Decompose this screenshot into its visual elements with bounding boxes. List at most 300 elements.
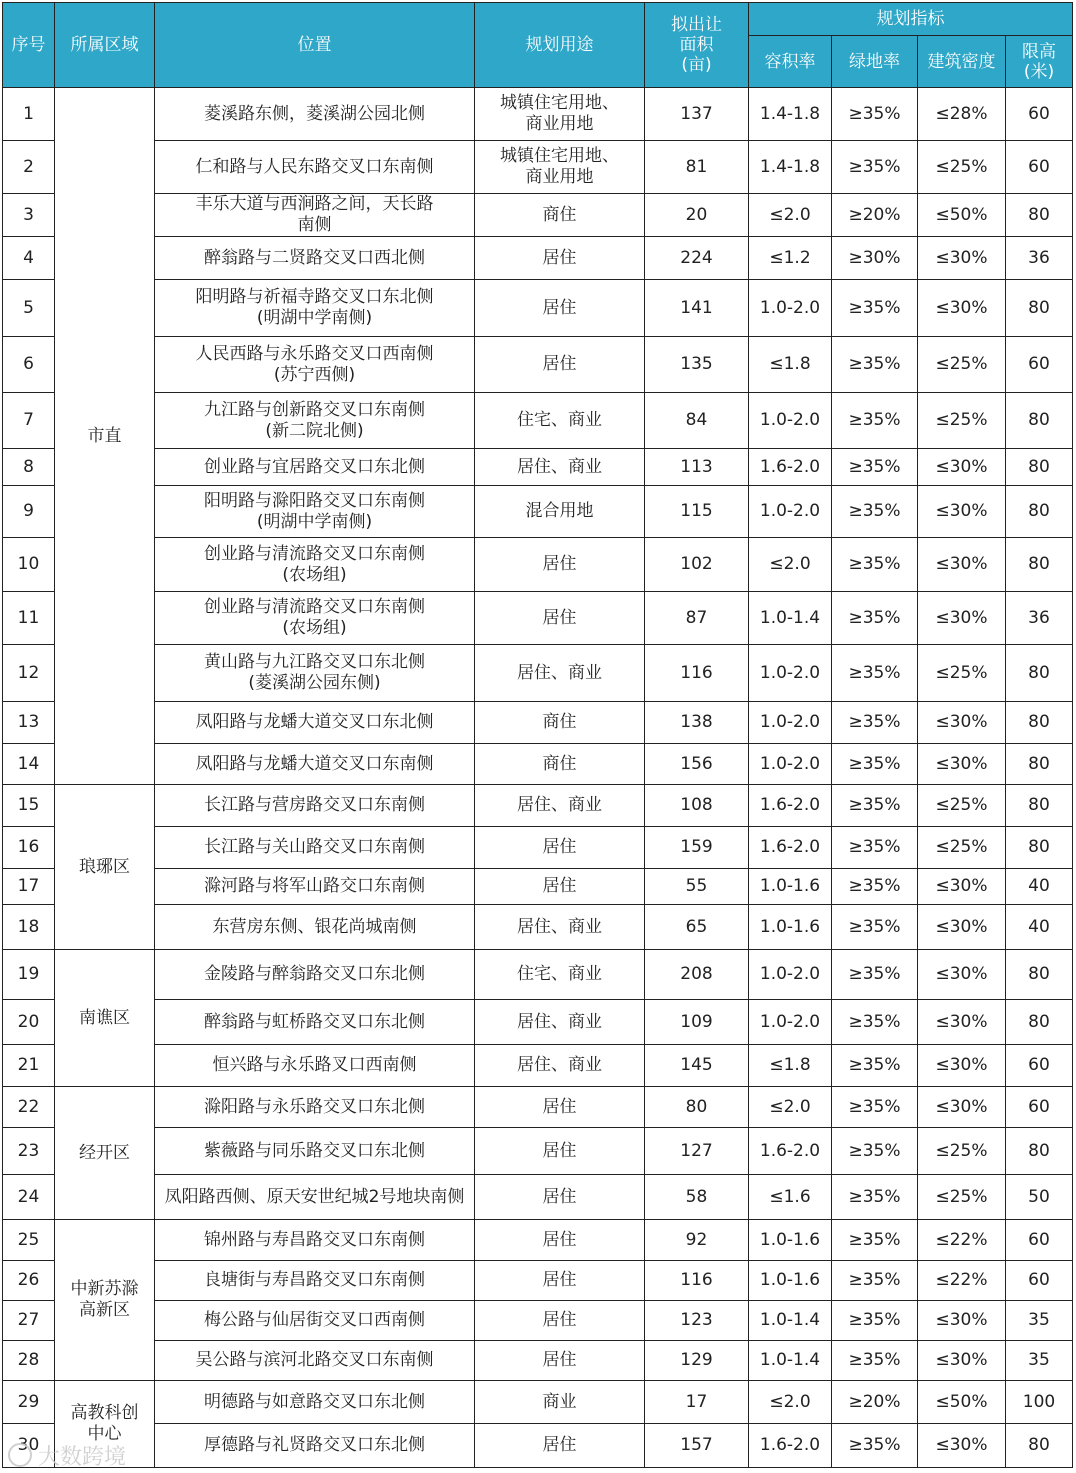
header-indicators: 规划指标 [749, 3, 1073, 36]
cell-far: 1.0-1.4 [749, 1301, 832, 1341]
cell-seq: 20 [3, 1000, 55, 1045]
cell-usage [475, 538, 645, 592]
table-row [3, 1424, 1073, 1468]
region-name: 南谯区 [79, 1007, 130, 1028]
table-row [3, 486, 1073, 538]
cell-green: ≥35% [832, 1000, 918, 1045]
cell-region [55, 1381, 155, 1468]
cell-green: ≥35% [832, 1087, 918, 1128]
cell-green: ≥35% [832, 449, 918, 486]
usage-text: 城镇住宅用地、商业用地 [500, 146, 619, 187]
cell-height: 80 [1006, 744, 1073, 785]
cell-seq: 14 [3, 744, 55, 785]
usage-text: 居住 [542, 247, 577, 268]
cell-area: 84 [645, 393, 749, 449]
cell-usage [475, 1301, 645, 1341]
header-far: 容积率 [749, 36, 832, 88]
cell-location [155, 141, 475, 194]
cell-seq: 10 [3, 538, 55, 592]
cell-density: ≤30% [918, 1087, 1006, 1128]
cell-usage [475, 337, 645, 393]
cell-usage [475, 393, 645, 449]
cell-far: 1.0-2.0 [749, 645, 832, 702]
cell-height: 80 [1006, 1000, 1073, 1045]
cell-usage [475, 1045, 645, 1087]
region-name: 经开区 [79, 1142, 130, 1163]
cell-green: ≥35% [832, 280, 918, 337]
table-row [3, 1301, 1073, 1341]
cell-green: ≥35% [832, 592, 918, 645]
cell-green: ≥35% [832, 538, 918, 592]
cell-area: 135 [645, 337, 749, 393]
table-row [3, 1087, 1073, 1128]
cell-seq: 30 [3, 1424, 55, 1468]
usage-text: 居住 [542, 1270, 577, 1290]
header-density: 建筑密度 [918, 36, 1006, 88]
cell-density: ≤30% [918, 1301, 1006, 1341]
cell-area: 65 [645, 905, 749, 950]
usage-text: 居住 [542, 297, 577, 318]
cell-usage [475, 744, 645, 785]
cell-green: ≥35% [832, 1261, 918, 1301]
usage-text: 居住 [542, 1140, 577, 1161]
usage-text: 城镇住宅用地、商业用地 [500, 93, 619, 134]
cell-seq: 29 [3, 1381, 55, 1424]
cell-green: ≥35% [832, 950, 918, 1000]
cell-density: ≤30% [918, 1000, 1006, 1045]
usage-text: 居住 [542, 1310, 577, 1330]
cell-seq: 12 [3, 645, 55, 702]
location-text: 紫薇路与同乐路交叉口东北侧 [204, 1140, 425, 1161]
cell-far: 1.6-2.0 [749, 827, 832, 869]
location-text: 创业路与清流路交叉口东南侧(农场组) [204, 597, 425, 638]
usage-text: 居住、商业 [517, 1055, 602, 1075]
usage-text: 商住 [542, 204, 577, 225]
table-row [3, 141, 1073, 194]
cell-usage [475, 280, 645, 337]
cell-far: 1.0-1.4 [749, 592, 832, 645]
cell-usage [475, 1128, 645, 1175]
table-row [3, 1220, 1073, 1261]
cell-area: 137 [645, 88, 749, 141]
land-plan-table [2, 2, 1073, 1468]
usage-text: 居住 [542, 1096, 577, 1117]
cell-far: ≤2.0 [749, 538, 832, 592]
cell-location [155, 645, 475, 702]
cell-green: ≥35% [832, 744, 918, 785]
cell-location [155, 905, 475, 950]
cell-height: 60 [1006, 141, 1073, 194]
header-height-text: 限高(米) [1022, 41, 1056, 82]
usage-text: 居住 [542, 1435, 577, 1455]
table-row [3, 538, 1073, 592]
cell-green: ≥35% [832, 1301, 918, 1341]
cell-height: 60 [1006, 88, 1073, 141]
cell-seq: 18 [3, 905, 55, 950]
cell-far: ≤2.0 [749, 1087, 832, 1128]
cell-height: 100 [1006, 1381, 1073, 1424]
cell-far: ≤2.0 [749, 194, 832, 237]
table-row [3, 645, 1073, 702]
cell-far: ≤2.0 [749, 1381, 832, 1424]
cell-location [155, 1424, 475, 1468]
cell-seq: 8 [3, 449, 55, 486]
usage-text: 居住 [542, 354, 577, 374]
cell-area: 127 [645, 1128, 749, 1175]
cell-region [55, 785, 155, 950]
cell-height: 80 [1006, 950, 1073, 1000]
cell-green: ≥35% [832, 645, 918, 702]
cell-usage [475, 141, 645, 194]
region-name: 市直 [87, 425, 122, 446]
cell-far: 1.6-2.0 [749, 449, 832, 486]
cell-height: 35 [1006, 1341, 1073, 1381]
usage-text: 居住 [542, 607, 577, 628]
cell-area: 224 [645, 237, 749, 280]
table-row [3, 1381, 1073, 1424]
table-row [3, 905, 1073, 950]
cell-density: ≤22% [918, 1220, 1006, 1261]
cell-far: 1.0-2.0 [749, 744, 832, 785]
cell-seq: 2 [3, 141, 55, 194]
cell-area: 81 [645, 141, 749, 194]
cell-density: ≤30% [918, 538, 1006, 592]
cell-green: ≥35% [832, 141, 918, 194]
cell-height: 80 [1006, 449, 1073, 486]
cell-area: 20 [645, 194, 749, 237]
table-row [3, 194, 1073, 237]
cell-seq: 4 [3, 237, 55, 280]
cell-height: 80 [1006, 280, 1073, 337]
usage-text: 居住 [542, 876, 577, 896]
cell-height: 36 [1006, 592, 1073, 645]
cell-height: 80 [1006, 785, 1073, 827]
cell-region [55, 950, 155, 1087]
cell-far: 1.4-1.8 [749, 88, 832, 141]
cell-green: ≥35% [832, 88, 918, 141]
table-row [3, 785, 1073, 827]
cell-far: ≤1.2 [749, 237, 832, 280]
cell-usage [475, 1424, 645, 1468]
cell-seq: 19 [3, 950, 55, 1000]
cell-height: 60 [1006, 337, 1073, 393]
cell-usage [475, 194, 645, 237]
cell-green: ≥35% [832, 1220, 918, 1261]
header-height [1006, 36, 1073, 88]
cell-height: 60 [1006, 1261, 1073, 1301]
watermark-text: 大数跨境 [38, 1445, 127, 1470]
usage-text: 居住、商业 [517, 916, 602, 937]
table-row [3, 702, 1073, 744]
region-name: 琅琊区 [79, 856, 130, 877]
cell-location [155, 744, 475, 785]
location-text: 金陵路与醉翁路交叉口东北侧 [204, 964, 425, 984]
cell-usage [475, 449, 645, 486]
cell-location [155, 1175, 475, 1220]
cell-far: 1.6-2.0 [749, 1128, 832, 1175]
cell-far: 1.0-1.6 [749, 1220, 832, 1261]
table-header [3, 3, 1073, 88]
cell-green: ≥35% [832, 905, 918, 950]
cell-usage [475, 785, 645, 827]
cell-seq: 6 [3, 337, 55, 393]
cell-far: 1.0-2.0 [749, 393, 832, 449]
table-row [3, 1261, 1073, 1301]
cell-area: 157 [645, 1424, 749, 1468]
location-text: 阳明路与祈福寺路交叉口东北侧(明湖中学南侧) [195, 287, 434, 328]
cell-area: 116 [645, 645, 749, 702]
cell-location [155, 88, 475, 141]
cell-location [155, 1220, 475, 1261]
usage-text: 商住 [542, 753, 577, 774]
location-text: 恒兴路与永乐路叉口西南侧 [212, 1055, 417, 1075]
cell-region [55, 88, 155, 785]
location-text: 创业路与清流路交叉口东南侧(农场组) [204, 543, 425, 585]
cell-green: ≥35% [832, 337, 918, 393]
cell-far: 1.6-2.0 [749, 1424, 832, 1468]
table-row [3, 1175, 1073, 1220]
cell-green: ≥20% [832, 194, 918, 237]
cell-seq: 26 [3, 1261, 55, 1301]
header-region: 所属区域 [55, 3, 155, 88]
cell-density: ≤30% [918, 486, 1006, 538]
cell-usage [475, 869, 645, 905]
cell-location [155, 869, 475, 905]
cell-location [155, 1000, 475, 1045]
cell-density: ≤25% [918, 337, 1006, 393]
usage-text: 居住、商业 [517, 1011, 602, 1032]
cell-far: 1.0-2.0 [749, 950, 832, 1000]
cell-height: 60 [1006, 1220, 1073, 1261]
table-row [3, 88, 1073, 141]
cell-density: ≤25% [918, 827, 1006, 869]
cell-area: 129 [645, 1341, 749, 1381]
cell-area: 115 [645, 486, 749, 538]
cell-usage [475, 1220, 645, 1261]
cell-area: 145 [645, 1045, 749, 1087]
usage-text: 居住、商业 [517, 456, 602, 477]
cell-green: ≥35% [832, 869, 918, 905]
cell-location [155, 1381, 475, 1424]
cell-seq: 13 [3, 702, 55, 744]
cell-far: 1.0-1.6 [749, 905, 832, 950]
header-area [645, 3, 749, 88]
cell-region [55, 1087, 155, 1220]
cell-far: ≤1.8 [749, 1045, 832, 1087]
cell-location [155, 1087, 475, 1128]
cell-location [155, 393, 475, 449]
cell-usage [475, 950, 645, 1000]
cell-far: 1.0-2.0 [749, 280, 832, 337]
cell-seq: 23 [3, 1128, 55, 1175]
table-row [3, 950, 1073, 1000]
cell-density: ≤30% [918, 869, 1006, 905]
table-row [3, 237, 1073, 280]
table-row [3, 280, 1073, 337]
usage-text: 居住 [542, 837, 577, 857]
cell-far: 1.0-1.4 [749, 1341, 832, 1381]
cell-area: 208 [645, 950, 749, 1000]
cell-density: ≤30% [918, 237, 1006, 280]
cell-density: ≤25% [918, 645, 1006, 702]
table-row [3, 592, 1073, 645]
cell-far: 1.4-1.8 [749, 141, 832, 194]
cell-location [155, 337, 475, 393]
cell-usage [475, 1175, 645, 1220]
cell-area: 159 [645, 827, 749, 869]
cell-area: 58 [645, 1175, 749, 1220]
location-text: 九江路与创新路交叉口东南侧(新二院北侧) [204, 399, 425, 441]
cell-area: 102 [645, 538, 749, 592]
cell-location [155, 538, 475, 592]
cell-location [155, 950, 475, 1000]
cell-density: ≤25% [918, 141, 1006, 194]
cell-far: 1.0-1.6 [749, 869, 832, 905]
cell-density: ≤30% [918, 744, 1006, 785]
cell-location [155, 194, 475, 237]
location-text: 仁和路与人民东路交叉口东南侧 [195, 156, 434, 177]
cell-density: ≤30% [918, 280, 1006, 337]
location-text: 梅公路与仙居街交叉口西南侧 [204, 1310, 425, 1330]
cell-green: ≥35% [832, 1045, 918, 1087]
usage-text: 居住 [542, 1229, 577, 1250]
cell-usage [475, 905, 645, 950]
cell-height: 60 [1006, 1045, 1073, 1087]
cell-seq: 9 [3, 486, 55, 538]
cell-green: ≥35% [832, 1175, 918, 1220]
cell-density: ≤30% [918, 1341, 1006, 1381]
table-row [3, 1045, 1073, 1087]
cell-seq: 17 [3, 869, 55, 905]
table-row [3, 1128, 1073, 1175]
cell-green: ≥20% [832, 1381, 918, 1424]
cell-density: ≤30% [918, 905, 1006, 950]
cell-seq: 22 [3, 1087, 55, 1128]
location-text: 吴公路与滨河北路交叉口东南侧 [195, 1350, 434, 1370]
cell-location [155, 1261, 475, 1301]
cell-usage [475, 1000, 645, 1045]
cell-far: 1.6-2.0 [749, 785, 832, 827]
cell-usage [475, 1087, 645, 1128]
region-name: 高教科创中心 [70, 1403, 139, 1444]
cell-density: ≤25% [918, 393, 1006, 449]
cell-region [55, 1220, 155, 1381]
cell-location [155, 702, 475, 744]
cell-area: 113 [645, 449, 749, 486]
cell-density: ≤30% [918, 950, 1006, 1000]
cell-area: 87 [645, 592, 749, 645]
location-text: 明德路与如意路交叉口东北侧 [204, 1391, 425, 1412]
usage-text: 居住、商业 [517, 795, 602, 815]
cell-green: ≥30% [832, 237, 918, 280]
location-text: 凤阳路与龙蟠大道交叉口东南侧 [195, 753, 434, 774]
cell-height: 80 [1006, 1424, 1073, 1468]
cell-seq: 28 [3, 1341, 55, 1381]
cell-seq: 15 [3, 785, 55, 827]
cell-green: ≥35% [832, 1341, 918, 1381]
cell-density: ≤30% [918, 449, 1006, 486]
cell-location [155, 486, 475, 538]
cell-area: 92 [645, 1220, 749, 1261]
cell-green: ≥35% [832, 827, 918, 869]
cell-location [155, 1128, 475, 1175]
cell-density: ≤30% [918, 1045, 1006, 1087]
cell-height: 80 [1006, 393, 1073, 449]
cell-usage [475, 237, 645, 280]
cell-area: 55 [645, 869, 749, 905]
location-text: 凤阳路与龙蟠大道交叉口东北侧 [195, 712, 434, 732]
location-text: 长江路与营房路交叉口东南侧 [204, 795, 425, 815]
table-row [3, 744, 1073, 785]
location-text: 厚德路与礼贤路交叉口东北侧 [204, 1435, 425, 1455]
usage-text: 混合用地 [525, 501, 594, 521]
cell-location [155, 280, 475, 337]
cell-far: 1.0-2.0 [749, 702, 832, 744]
cell-seq: 25 [3, 1220, 55, 1261]
usage-text: 商住 [542, 712, 577, 732]
cell-height: 35 [1006, 1301, 1073, 1341]
usage-text: 居住 [542, 554, 577, 574]
cell-height: 80 [1006, 194, 1073, 237]
usage-text: 住宅、商业 [517, 410, 602, 430]
cell-location [155, 1045, 475, 1087]
cell-location [155, 785, 475, 827]
cell-height: 40 [1006, 869, 1073, 905]
cell-seq: 11 [3, 592, 55, 645]
cell-location [155, 449, 475, 486]
header-location: 位置 [155, 3, 475, 88]
table-row [3, 827, 1073, 869]
cell-height: 80 [1006, 1128, 1073, 1175]
cell-area: 138 [645, 702, 749, 744]
cell-area: 141 [645, 280, 749, 337]
cell-location [155, 592, 475, 645]
table-row [3, 393, 1073, 449]
cell-height: 80 [1006, 827, 1073, 869]
cell-height: 80 [1006, 645, 1073, 702]
table-row [3, 337, 1073, 393]
table-row [3, 1000, 1073, 1045]
cell-green: ≥35% [832, 1128, 918, 1175]
cell-far: 1.0-1.6 [749, 1261, 832, 1301]
cell-seq: 21 [3, 1045, 55, 1087]
cell-location [155, 827, 475, 869]
usage-text: 商业 [542, 1391, 577, 1412]
cell-density: ≤25% [918, 1128, 1006, 1175]
location-text: 滁阳路与永乐路交叉口东北侧 [204, 1096, 425, 1117]
usage-text: 住宅、商业 [517, 964, 602, 984]
cell-density: ≤30% [918, 592, 1006, 645]
cell-seq: 5 [3, 280, 55, 337]
cell-seq: 7 [3, 393, 55, 449]
location-text: 凤阳路西侧、原天安世纪城2号地块南侧 [164, 1186, 465, 1207]
header-seq: 序号 [3, 3, 55, 88]
table-row [3, 869, 1073, 905]
header-area-text: 拟出让面积(亩) [671, 15, 722, 75]
region-name: 中新苏滁高新区 [70, 1279, 139, 1320]
cell-density: ≤25% [918, 785, 1006, 827]
location-text: 阳明路与滁阳路交叉口东南侧(明湖中学南侧) [204, 490, 425, 532]
cell-height: 80 [1006, 486, 1073, 538]
header-green: 绿地率 [832, 36, 918, 88]
cell-height: 36 [1006, 237, 1073, 280]
usage-text: 居住、商业 [517, 662, 602, 683]
cell-usage [475, 592, 645, 645]
header-usage: 规划用途 [475, 3, 645, 88]
table-row [3, 1341, 1073, 1381]
cell-height: 80 [1006, 702, 1073, 744]
cell-usage [475, 1381, 645, 1424]
